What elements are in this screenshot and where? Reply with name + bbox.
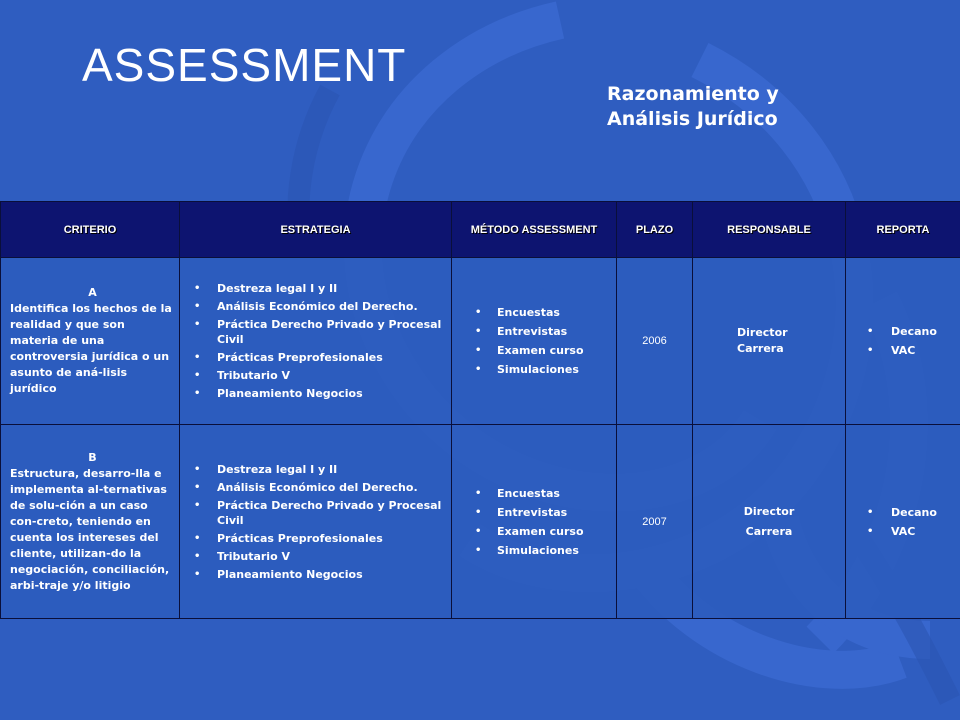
list-item: • Examen curso [453,343,615,358]
header-criterio: CRITERIO [1,202,180,258]
list-item: • Tributario V [181,368,450,383]
list-item: • Simulaciones [453,362,615,377]
table-row [1,258,960,425]
reporta-list [847,324,959,358]
metodo-list [453,305,615,377]
responsable-line-1: Director [737,326,788,339]
table-row [1,425,960,619]
header-plazo: PLAZO [617,202,693,258]
metodo-list [453,486,615,558]
list-item: • Entrevistas [453,324,615,339]
table-header-row [1,202,960,258]
list-item: • VAC [847,524,959,539]
list-item: • Decano [847,505,959,520]
slide-subtitle [607,82,837,132]
list-item: • Destreza legal I y II [181,462,450,477]
criterio-text: Identifica los hechos de la realidad y que son materia de una controversia jurídica o un asunto de aná-lisis jurídico [10,302,172,395]
reporta-cell [846,258,960,425]
assessment-table [0,201,960,619]
list-item: • Prácticas Preprofesionales [181,350,450,365]
criterio-code: B [88,450,97,464]
plazo-cell: 2007 [617,425,693,619]
estrategia-list [181,462,450,582]
criterio-text: Estructura, desarro-lla e implementa al-ternativas de solu-ción a un caso con-creto, teniendo en cuenta los intereses del cliente, utilizan-do la negociación, conciliación, arbi-traje y/o litigio [10,466,170,592]
list-item: • Práctica Derecho Privado y Procesal Civil [181,498,450,528]
list-item: • Encuestas [453,305,615,320]
plazo-cell: 2006 [617,258,693,425]
estrategia-cell [180,425,452,619]
criterio-cell [1,258,180,425]
estrategia-cell [180,258,452,425]
metodo-cell [452,258,617,425]
slide-title: ASSESSMENT [82,39,407,91]
list-item: • Examen curso [453,524,615,539]
responsable-cell [693,258,846,425]
list-item: • Simulaciones [453,543,615,558]
list-item: • VAC [847,343,959,358]
estrategia-list [181,281,450,401]
header-estrategia: ESTRATEGIA [180,202,452,258]
subtitle-line-1: Razonamiento y [607,83,779,105]
reporta-cell [846,425,960,619]
criterio-cell [1,425,180,619]
list-item: • Decano [847,324,959,339]
list-item: • Tributario V [181,549,450,564]
list-item: • Análisis Económico del Derecho. [181,480,450,495]
criterio-code: A [88,286,97,299]
list-item: • Análisis Económico del Derecho. [181,299,450,314]
reporta-list [847,505,959,539]
list-item: • Planeamiento Negocios [181,567,450,582]
list-item: • Práctica Derecho Privado y Procesal Civil [181,317,450,347]
list-item: • Entrevistas [453,505,615,520]
subtitle-line-2: Análisis Jurídico [607,108,778,130]
header-reporta: REPORTA [846,202,960,258]
list-item: • Encuestas [453,486,615,501]
list-item: • Destreza legal I y II [181,281,450,296]
header-metodo: MÉTODO ASSESSMENT [452,202,617,258]
list-item: • Prácticas Preprofesionales [181,531,450,546]
header-responsable: RESPONSABLE [693,202,846,258]
list-item: • Planeamiento Negocios [181,386,450,401]
responsable-line-2: Carrera [745,524,793,538]
metodo-cell [452,425,617,619]
responsable-line-2: Carrera [737,342,784,355]
responsable-line-1: Director [743,504,795,518]
responsable-cell [693,425,846,619]
